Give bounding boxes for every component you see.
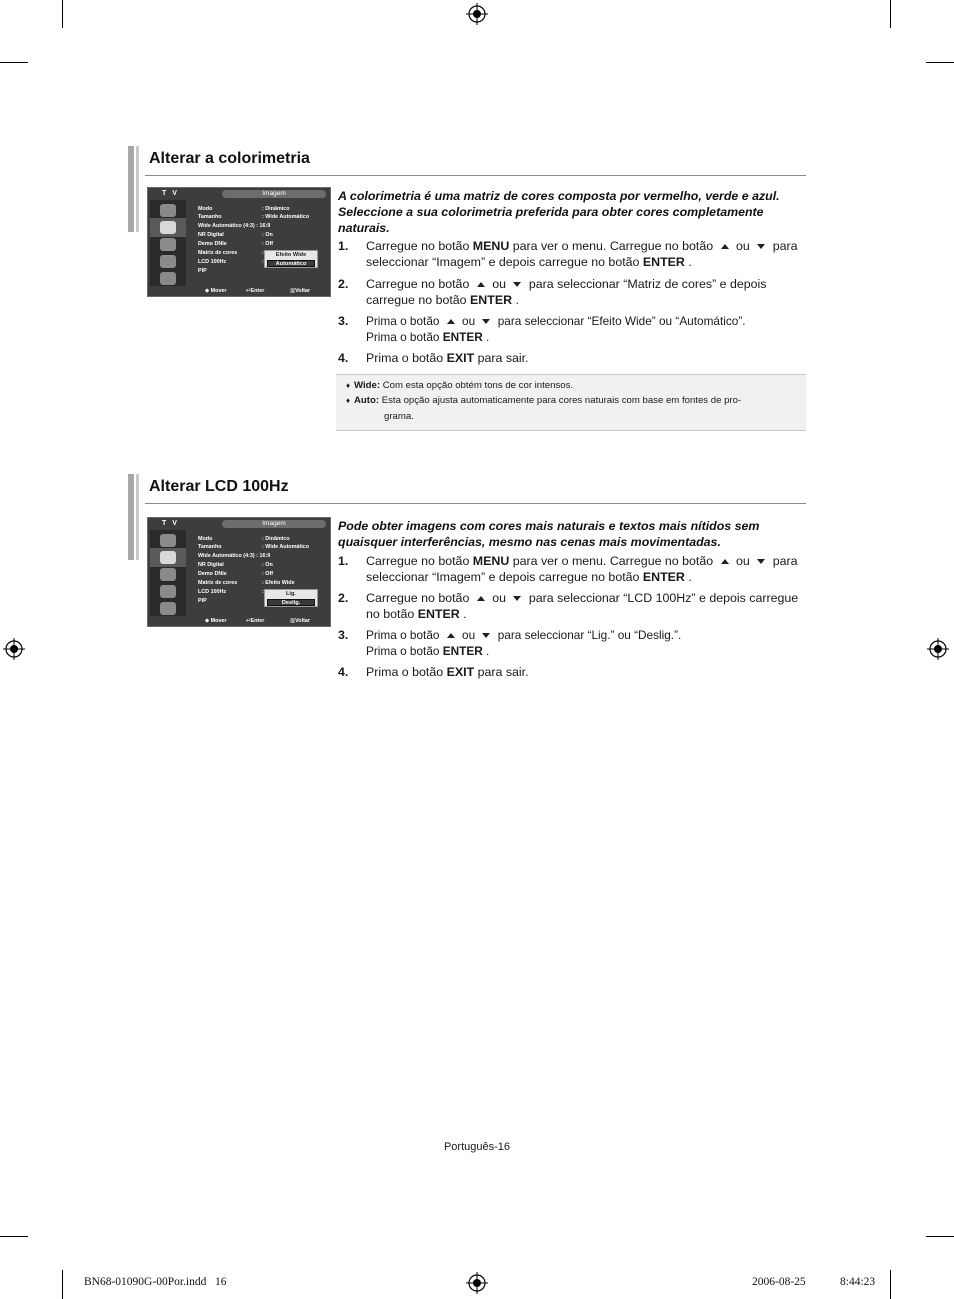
arrow-up-icon — [721, 559, 729, 564]
crop-mark — [926, 1236, 954, 1237]
setup-icon — [160, 602, 176, 615]
crop-mark — [0, 1236, 28, 1237]
slug-date: 2006-08-25 — [752, 1276, 806, 1288]
section-intro: A colorimetria é uma matriz de cores composta por vermelho, verde e azul. Seleccione a sua colorimetria preferida para obter cores completamente naturais. — [338, 189, 780, 235]
section-title: Alterar a colorimetria — [149, 150, 310, 167]
osd-option-selected: Deslig. — [267, 599, 315, 606]
arrow-down-icon — [513, 596, 521, 601]
channel-icon — [160, 255, 176, 268]
crop-mark — [926, 62, 954, 63]
arrow-down-icon — [513, 282, 521, 287]
slug-time: 8:44:23 — [840, 1276, 876, 1288]
section-header-colorimetria — [128, 146, 806, 178]
crop-mark — [62, 1270, 63, 1299]
osd-title: Imagem — [222, 190, 326, 198]
osd-option: Lig. — [286, 591, 296, 597]
arrow-down-icon — [757, 244, 765, 249]
crop-mark — [0, 62, 28, 63]
arrow-down-icon — [757, 559, 765, 564]
arrow-down-icon — [482, 319, 490, 324]
arrow-up-icon — [477, 596, 485, 601]
picture-icon — [160, 551, 176, 564]
osd-sidebar — [150, 530, 186, 616]
input-icon — [160, 534, 176, 547]
osd-menu-screenshot: T V Imagem Modo : Dinâmico Tamanho : Wide Automático Wide Automático (4:3) : 16:9 NR Digital : On Demo DNIe : Off Matriz de cores : LCD 100Hz : PIP Efeito Wide Automático ◆ Mover ↵Enter ▥Voltar — [147, 187, 331, 297]
arrow-up-icon — [477, 282, 485, 287]
section-rule — [145, 175, 806, 176]
arrow-up-icon — [721, 244, 729, 249]
notes-box: ♦ Wide: Com esta opção obtém tons de cor intensos. ♦ Auto: Esta opção ajusta automaticamente para cores naturais com base em fontes de pro- grama. — [336, 374, 806, 431]
arrow-down-icon — [482, 633, 490, 638]
slug-filename: BN68-01090G-00Por.indd 16 — [84, 1276, 227, 1288]
crop-mark — [890, 0, 891, 28]
diamond-bullet-icon: ♦ — [346, 396, 351, 405]
sound-icon — [160, 238, 176, 251]
osd-footer: ◆ Mover ↵Enter ▥Voltar — [205, 618, 310, 624]
section-rule — [145, 503, 806, 504]
section-header-lcd100hz — [128, 474, 806, 506]
registration-mark-icon — [466, 1272, 488, 1294]
osd-title: Imagem — [222, 520, 326, 528]
registration-mark-icon — [3, 638, 25, 660]
osd-option-popup — [264, 589, 318, 607]
section-intro: Pode obter imagens com cores mais naturais e textos mais nítidos sem quaisquer interferências, mesmo nas cenas mais movimentadas. — [338, 519, 760, 549]
section-accent-bar — [128, 146, 134, 232]
osd-tv-label: T V — [162, 190, 179, 197]
osd-tv-label: T V — [162, 520, 179, 527]
crop-mark — [890, 1270, 891, 1299]
diamond-bullet-icon: ♦ — [346, 381, 351, 390]
osd-menu-screenshot: T V Imagem Modo : Dinâmico Tamanho : Wide Automático Wide Automático (4:3) : 16:9 NR Digital : On Demo DNIe : Off Matriz de cores : Efeito Wide LCD 100Hz : PIP Lig. Deslig. ◆ Mover ↵Enter ▥Voltar — [147, 517, 331, 627]
arrow-up-icon — [447, 633, 455, 638]
osd-option: Efeito Wide — [275, 252, 307, 258]
osd-sidebar — [150, 200, 186, 286]
channel-icon — [160, 585, 176, 598]
registration-mark-icon — [927, 638, 949, 660]
input-icon — [160, 204, 176, 217]
setup-icon — [160, 272, 176, 285]
section-accent-bar — [136, 146, 139, 232]
osd-footer: ◆ Mover ↵Enter ▥Voltar — [205, 288, 310, 294]
section-accent-bar — [128, 474, 134, 560]
section-accent-bar — [136, 474, 139, 560]
registration-mark-icon — [466, 3, 488, 25]
sound-icon — [160, 568, 176, 581]
picture-icon — [160, 221, 176, 234]
arrow-up-icon — [447, 319, 455, 324]
osd-option-popup — [264, 250, 318, 268]
page-number: Português-16 — [443, 1141, 511, 1153]
section-title: Alterar LCD 100Hz — [149, 478, 289, 495]
crop-mark — [62, 0, 63, 28]
osd-option-selected: Automático — [267, 260, 315, 267]
